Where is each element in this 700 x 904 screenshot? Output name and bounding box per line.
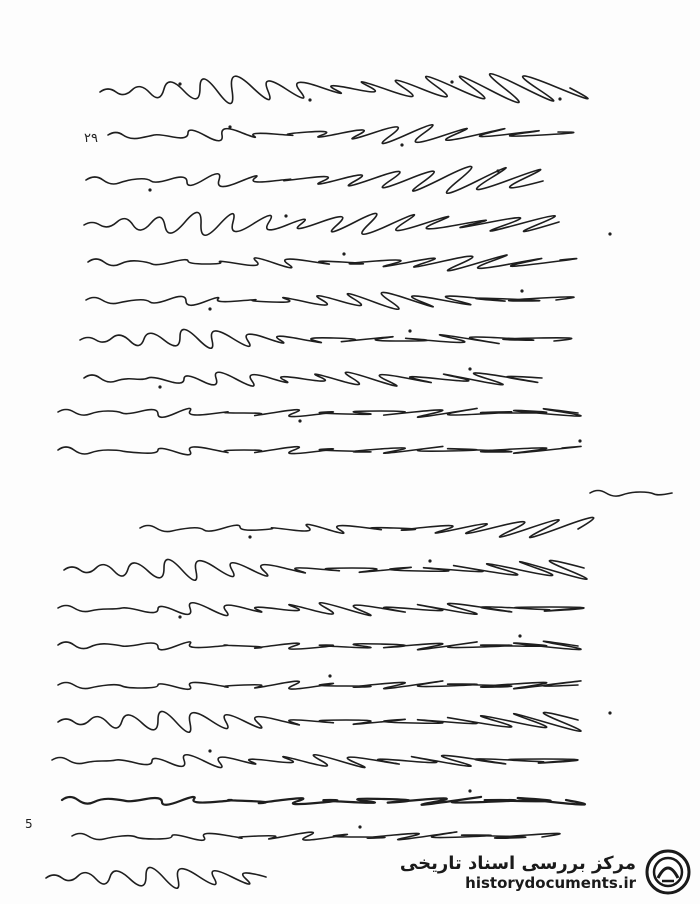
handwriting-line-19 xyxy=(62,797,585,805)
handwriting-line-14 xyxy=(58,603,584,616)
archive-seal-icon xyxy=(644,848,692,896)
handwriting-line-12 xyxy=(140,517,594,537)
handwriting-line-20 xyxy=(72,832,560,840)
handwriting-line-18 xyxy=(52,755,578,768)
handwriting-line-11 xyxy=(590,491,672,497)
handwriting-line-13 xyxy=(64,559,587,580)
margin-number-top: ۲۹ xyxy=(84,131,98,146)
handwriting-line-1 xyxy=(100,74,588,104)
watermark-url: historydocuments.ir xyxy=(465,873,636,892)
handwriting-line-2 xyxy=(108,125,574,144)
watermark-org-name: مرکز بررسی اسناد تاریخی xyxy=(399,852,636,874)
handwriting-line-8 xyxy=(84,372,542,386)
handwriting-line-7 xyxy=(80,329,572,348)
margin-number-bottom: 5 xyxy=(25,817,33,831)
watermark xyxy=(400,848,692,896)
handwriting-line-16 xyxy=(58,681,581,689)
handwriting-line-4 xyxy=(84,212,559,235)
handwriting-line-6 xyxy=(86,292,574,309)
handwriting-line-15 xyxy=(58,641,581,650)
handwriting-line-21 xyxy=(46,867,266,888)
handwriting-line-9 xyxy=(58,408,581,417)
handwriting-line-3 xyxy=(86,166,543,193)
handwriting-line-10 xyxy=(58,446,581,454)
handwriting-line-17 xyxy=(58,711,581,732)
handwriting-line-5 xyxy=(88,255,577,271)
